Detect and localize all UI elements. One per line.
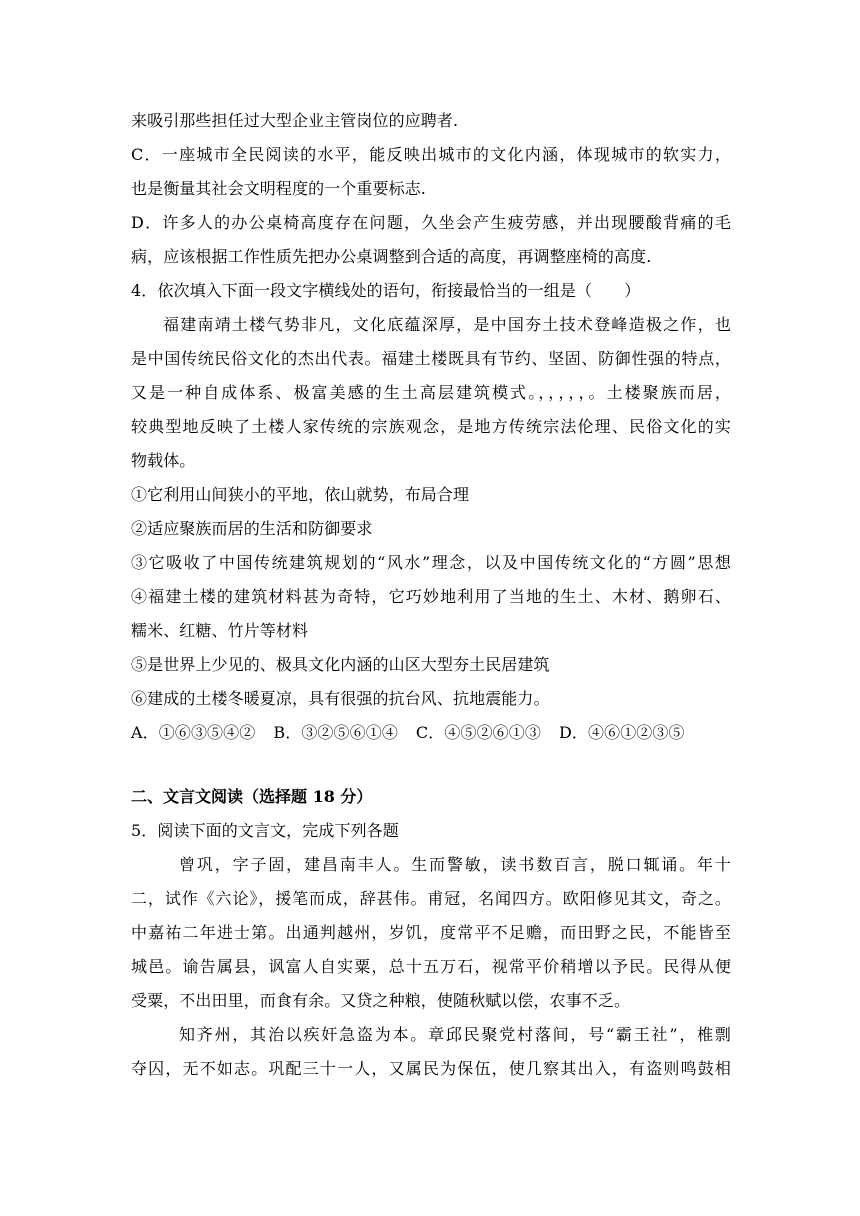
section-gap bbox=[131, 750, 731, 780]
text-line: 来吸引那些担任过大型企业主管岗位的应聘者. bbox=[131, 111, 459, 130]
text-line: 病，应该根据工作性质先把办公桌调整到合适的高度，再调整座椅的高度. bbox=[131, 247, 652, 266]
text-line: ②适应聚族而居的生活和防御要求 bbox=[131, 519, 373, 538]
text-line: 是中国传统民俗文化的杰出代表。福建土楼既具有节约、坚固、防御性强的特点， bbox=[131, 349, 731, 368]
text-line: 城邑。谕告属县，讽富人自实粟，总十五万石，视常平价稍增以予民。民得从便 bbox=[131, 957, 731, 976]
text-line: ⑥建成的土楼冬暖夏凉，具有很强的抗台风、抗地震能力。 bbox=[131, 689, 550, 708]
text-line: 也是衡量其社会文明程度的一个重要标志. bbox=[131, 179, 426, 198]
text-line: 曾巩，字子固，建昌南丰人。生而警敏，读书数百言，脱口辄诵。年十 bbox=[179, 855, 731, 874]
text-line: 物载体。 bbox=[131, 451, 196, 470]
text-line: 福建南靖土楼气势非凡，文化底蕴深厚，是中国夯土技术登峰造极之作，也 bbox=[163, 315, 731, 334]
section-heading: 二、文言文阅读（选择题 18 分） bbox=[131, 787, 373, 806]
option-a: A．①⑥③⑤④② bbox=[131, 723, 256, 742]
text-line: ④福建土楼的建筑材料甚为奇特，它巧妙地利用了当地的生土、木材、鹅卵石、 bbox=[131, 587, 731, 606]
text-line: 4．依次填入下面一段文字横线处的语句，衔接最恰当的一组是（ ） bbox=[131, 281, 641, 300]
passage-top bbox=[131, 104, 731, 716]
text-line: ⑤是世界上少见的、极具文化内涵的山区大型夯土民居建筑 bbox=[131, 655, 550, 674]
passage-bottom bbox=[131, 814, 731, 1086]
text-line: 糯米、红糖、竹片等材料 bbox=[131, 621, 309, 640]
text-line: ③它吸收了中国传统建筑规划的“风水”理念，以及中国传统文化的“方圆”思想 bbox=[131, 553, 731, 572]
text-line: 又是一种自成体系、极富美感的生土高层建筑模式。，，，，，。土楼聚族而居， bbox=[131, 383, 731, 402]
text-line: 中嘉祐二年进士第。出通判越州，岁饥，度常平不足赡，而田野之民，不能皆至 bbox=[131, 923, 731, 942]
text-line: 受粟，不出田里，而食有余。又贷之种粮，使随秋赋以偿，农事不乏。 bbox=[131, 991, 631, 1010]
text-line: 5．阅读下面的文言文，完成下列各题 bbox=[131, 821, 399, 840]
option-c: C．④⑤②⑥①③ bbox=[415, 723, 541, 742]
answer-options bbox=[131, 716, 731, 750]
text-line: 二，试作《六论》，援笔而成，辞甚伟。甫冠，名闻四方。欧阳修见其文，奇之。 bbox=[131, 889, 731, 908]
text-line: 知齐州，其治以疾奸急盗为本。章邱民聚党村落间，号“霸王社”，椎剽 bbox=[179, 1025, 731, 1044]
option-d: D．④⑥①②③⑤ bbox=[558, 723, 685, 742]
text-line: D．许多人的办公桌椅高度存在问题，久坐会产生疲劳感，并出现腰酸背痛的毛 bbox=[131, 213, 731, 232]
text-line: 较典型地反映了土楼人家传统的宗族观念，是地方传统宗法伦理、民俗文化的实 bbox=[131, 417, 731, 436]
text-line: ①它利用山间狭小的平地，依山就势，布局合理 bbox=[131, 485, 470, 504]
text-line: C．一座城市全民阅读的水平，能反映出城市的文化内涵，体现城市的软实力， bbox=[131, 145, 731, 164]
option-b: B．③②⑤⑥①④ bbox=[273, 723, 398, 742]
document-content bbox=[131, 104, 731, 1086]
text-line: 夺囚，无不如志。巩配三十一人，又属民为保伍，使几察其出入，有盗则鸣鼓相 bbox=[131, 1059, 731, 1078]
